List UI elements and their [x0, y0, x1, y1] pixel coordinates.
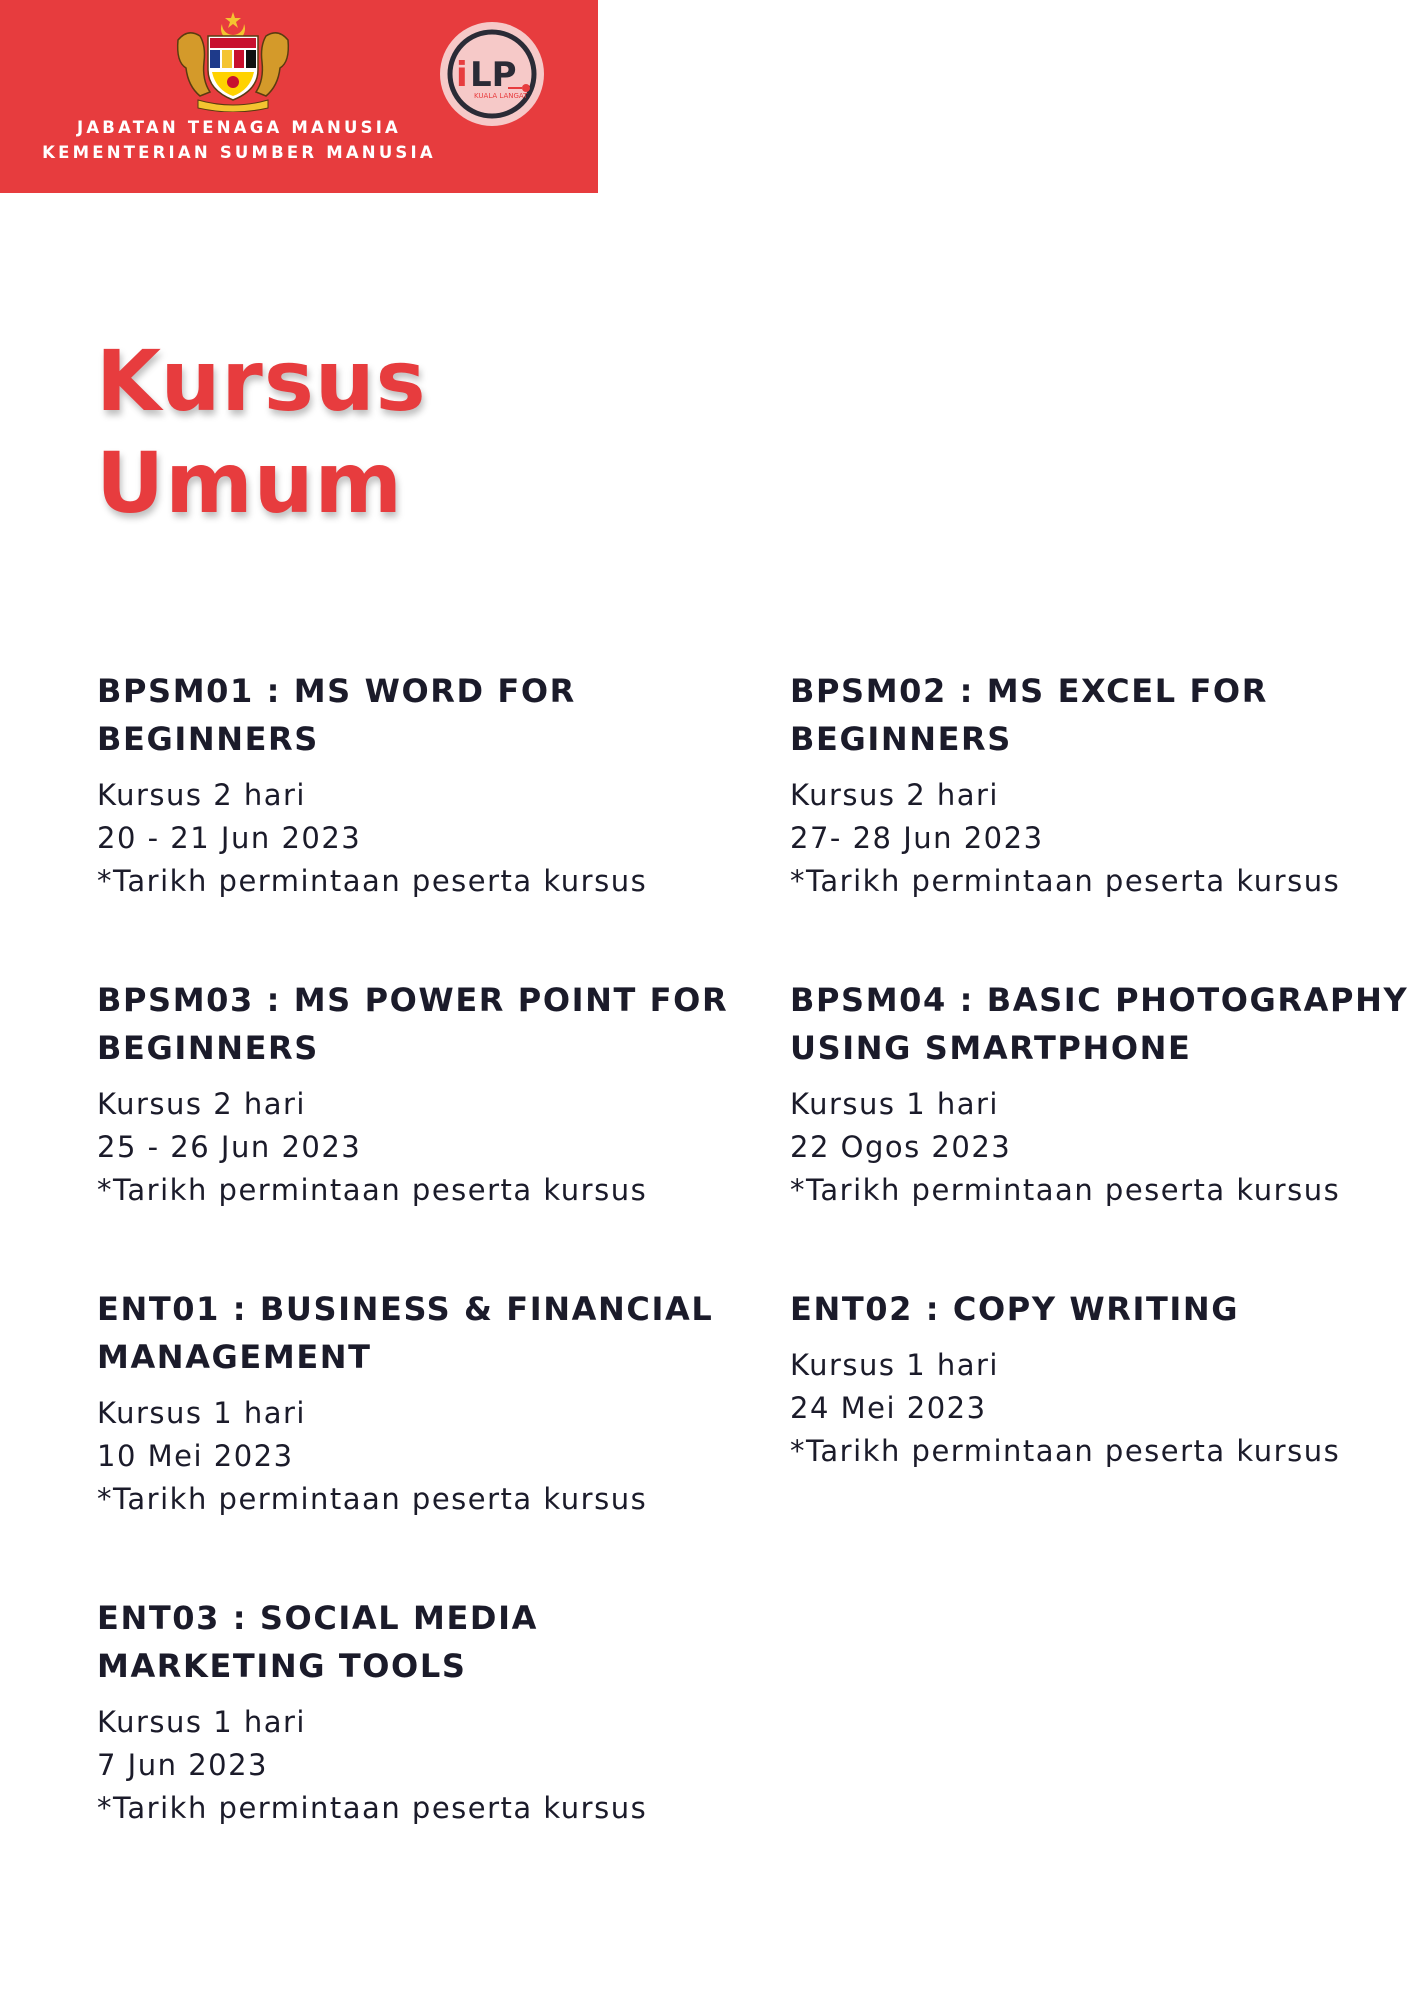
course-ent03	[97, 1594, 737, 1830]
course-title: ENT02 : COPY WRITING	[790, 1290, 1240, 1328]
svg-text:LP: LP	[470, 55, 517, 95]
course-note: *Tarikh permintaan peserta kursus	[790, 1434, 1341, 1468]
course-date: 10 Mei 2023	[97, 1439, 294, 1473]
ilp-kuala-langat-logo	[436, 18, 548, 130]
course-duration: Kursus 2 hari	[97, 1087, 306, 1121]
course-date: 24 Mei 2023	[790, 1391, 987, 1425]
course-title: BPSM02 : MS EXCEL FOR BEGINNERS	[790, 672, 1268, 758]
course-bpsm04	[790, 976, 1414, 1212]
course-title: BPSM01 : MS WORD FOR BEGINNERS	[97, 672, 576, 758]
course-title: BPSM04 : BASIC PHOTOGRAPHY USING SMARTPHONE	[790, 981, 1409, 1067]
svg-text:KUALA LANGAT: KUALA LANGAT	[474, 92, 528, 100]
page-title	[96, 330, 427, 534]
course-note: *Tarikh permintaan peserta kursus	[97, 1482, 648, 1516]
course-duration: Kursus 1 hari	[790, 1348, 999, 1382]
course-duration: Kursus 1 hari	[97, 1705, 306, 1739]
course-date: 20 - 21 Jun 2023	[97, 821, 362, 855]
ministry-name: KEMENTERIAN SUMBER MANUSIA	[42, 143, 436, 162]
course-title: ENT01 : BUSINESS & FINANCIAL MANAGEMENT	[97, 1290, 714, 1376]
course-duration: Kursus 1 hari	[790, 1087, 999, 1121]
page-title-line1: Kursus	[96, 332, 427, 430]
course-duration: Kursus 2 hari	[97, 778, 306, 812]
malaysia-coat-of-arms-icon	[170, 10, 296, 112]
course-bpsm03	[97, 976, 737, 1212]
course-bpsm01	[97, 667, 737, 903]
course-ent02	[790, 1285, 1414, 1473]
page-title-line2: Umum	[96, 434, 404, 532]
course-date: 22 Ogos 2023	[790, 1130, 1012, 1164]
course-title: ENT03 : SOCIAL MEDIA MARKETING TOOLS	[97, 1599, 538, 1685]
course-ent01	[97, 1285, 737, 1521]
course-date: 7 Jun 2023	[97, 1748, 269, 1782]
course-duration: Kursus 1 hari	[97, 1396, 306, 1430]
course-note: *Tarikh permintaan peserta kursus	[790, 864, 1341, 898]
course-note: *Tarikh permintaan peserta kursus	[97, 1173, 648, 1207]
course-date: 27- 28 Jun 2023	[790, 821, 1044, 855]
course-note: *Tarikh permintaan peserta kursus	[97, 1791, 648, 1825]
course-bpsm02	[790, 667, 1414, 903]
department-name: JABATAN TENAGA MANUSIA	[76, 118, 402, 137]
header-banner	[0, 0, 598, 193]
course-duration: Kursus 2 hari	[790, 778, 999, 812]
course-title: BPSM03 : MS POWER POINT FOR BEGINNERS	[97, 981, 729, 1067]
svg-text:i: i	[456, 55, 468, 95]
course-date: 25 - 26 Jun 2023	[97, 1130, 362, 1164]
course-note: *Tarikh permintaan peserta kursus	[790, 1173, 1341, 1207]
course-note: *Tarikh permintaan peserta kursus	[97, 864, 648, 898]
